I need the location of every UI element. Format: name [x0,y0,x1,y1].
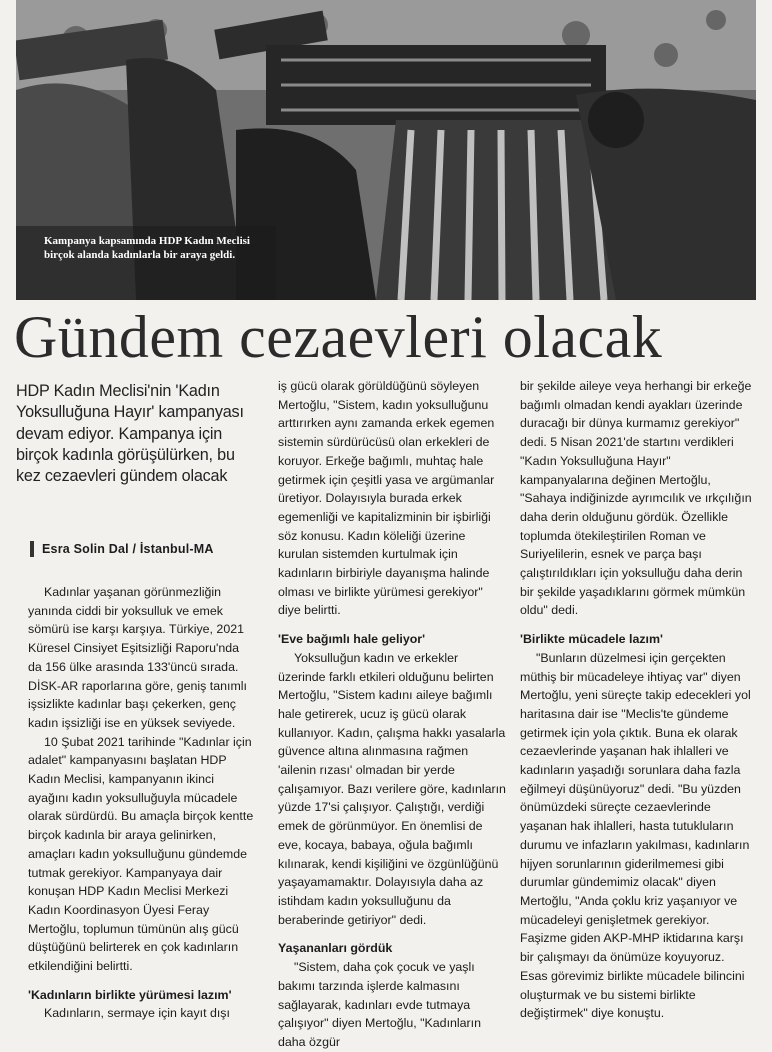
byline-text: Esra Solin Dal / İstanbul-MA [42,542,214,556]
headline: Gündem cezaevleri olacak [14,304,663,370]
paragraph: 10 Şubat 2021 tarihinde "Kadınlar için adalet" kampanyasını başlatan HDP Kadın Meclisi, kampanyanın ikinci ayağını kadın yoksulluğuyla mücadele olarak sürdürdü. Bu amaçla birçok kentte birçok kadınla bir araya gelinirken, amaçları kadın yoksulluğunu gündemde tutmak gerekiyor. Kampanyaya dair konuşan HDP Kadın Meclisi Merkezi Kadın Koordinasyon Üyesi Feray Mertoğlu, toplumun tümünün alış gücü düştüğünü belirterek en çok kadınların etkilendiğini belirtti. [28,734,254,974]
byline [30,541,254,557]
column-1 [28,583,254,1023]
subheading: Yaşananları gördük [278,941,393,956]
subheading: 'Birlikte mücadele lazım' [520,632,663,647]
photo-caption: Kampanya kapsamında HDP Kadın Meclisi birçok alanda kadınlarla bir araya geldi. [44,235,250,261]
byline-bar [30,541,34,557]
paragraph: Kadınlar yaşanan görünmezliğin yanında ciddi bir yoksulluk ve emek sömürü ise karşı karşıya. Türkiye, 2021 Küresel Cinsiyet Eşitsizliği Raporu'nda da 156 ülke arasında 133'üncü sırada. DİSK-AR raporlarına göre, geniş tanımlı işsizlikte kadınlar başı çekerken, genç kadın işsizliği ise en yüksek seviyede. [28,585,247,730]
paragraph: "Sistem, daha çok çocuk ve yaşlı bakımı tarzında işlerde kalmasını sağlayarak, kadınları evde tutmaya çalışıyor" diyen Mertoğlu, "Kadınların daha özgür [278,960,482,1049]
paragraph: Yoksulluğun kadın ve erkekler üzerinde farklı etkileri olduğunu belirten Mertoğlu, "Sistem kadını aileye bağımlı hale getirerek, ucuz iş gücü olarak kullanıyor. Kadın, çalışma hakkı yasalarla güvence altına alınmasına rağmen 'ailenin rızası' olmadan bir yerde çalışamıyor. Bazı verilere göre, kadınların yüzde 17'si çalışıyor. Çalıştığı, verdiği emek de görünmüyor. En önemlisi de eve, kocaya, babaya, oğula bağımlı kılınarak, kendi kişiliğini ve özgünlüğünü yaşayamamaktır. Dolayısıyla daha az istihdam kadın yoksulluğunu da beraberinde getiriyor" dedi. [278,650,506,927]
column-3 [520,377,752,1023]
subheading: 'Eve bağımlı hale geliyor' [278,632,426,647]
column-2 [278,377,508,1052]
paragraph: "Bunların düzelmesi için gerçekten müthiş bir mücadeleye ihtiyaç var" diyen Mertoğlu, yeni süreçte takip edecekleri yol haritasına dair ise "Meclis'te gündeme getirmek için yola çıktık. Buna ek olarak cezaevlerinde yaşanan hak ihlalleri ve kadınların yaşadığı sorunlara daha fazla eğilmeyi düşünüyoruz" dedi. "Bu yüzden önümüzdeki süreçte cezaevlerinde yaşanan hak ihlalleri, hasta tutukluların durumu ve infazların yakılması, kadınların hijyen sorunlarının giderilmemesi gibi durumlar gündemimiz olacak" diyen Mertoğlu, "Anda çoklu kriz yaşanıyor ve mücadeleyi genişletmek gerekiyor. Faşizme giden AKP-MHP iktidarına karşı bir çalışmayı da önümüze koyuyoruz. Esas görevimiz birlikte mücadele bilincini oluşturmak ve bu sistemi birlikte değiştirmek" diye konuştu. [520,650,751,1021]
article-photo [16,0,756,300]
subheading: 'Kadınların birlikte yürümesi lazım' [28,987,232,1002]
lead-paragraph: HDP Kadın Meclisi'nin 'Kadın Yoksulluğuna Hayır' kampanyası devam ediyor. Kampanya için birçok kadınla görüşülürken, bu kez cezaevleri gündem olacak [16,382,244,486]
paragraph: Kadınların, sermaye için kayıt dışı [44,1006,230,1021]
paragraph: bir şekilde aileye veya herhangi bir erkeğe bağımlı olmadan kendi ayakları üzerinde duracağı bir dünya kurmamız gerekiyor" dedi. 5 Nisan 2021'de startını verdikleri "Kadın Yoksulluğuna Hayır" kampanyalarına değinen Mertoğlu, "Sahaya indiğinizde ayrımcılık ve ırkçılığın daha derin olduğunu gördük. Özellikle toplumda ötekileştirilen Roman ve Suriyelilerin, esnek ve parça başı çalıştırıldıkları için yoksulluğu daha derin bir şekilde yaşadıklarını görmek mümkün oldu" dedi. [520,379,752,618]
paragraph: iş gücü olarak görüldüğünü söyleyen Mertoğlu, "Sistem, kadın yoksulluğunu arttırırken aynı zamanda erkek egemen sistemin sürdürücüsü olan erkekleri de koruyor. Erkeğe bağımlı, muhtaç hale getirmek için çeşitli yasa ve argümanlar üretiyor. Dolayısıyla burada erkek egemenliği ve kapitalizminin bir işbirliği söz konusu. Kadın köleliği üzerine kurulan sistemden kurtulmak için kadınların birbiriyle dayanışma halinde olması ve birlikte yürümesi gerekiyor" diye belirtti. [278,379,495,618]
